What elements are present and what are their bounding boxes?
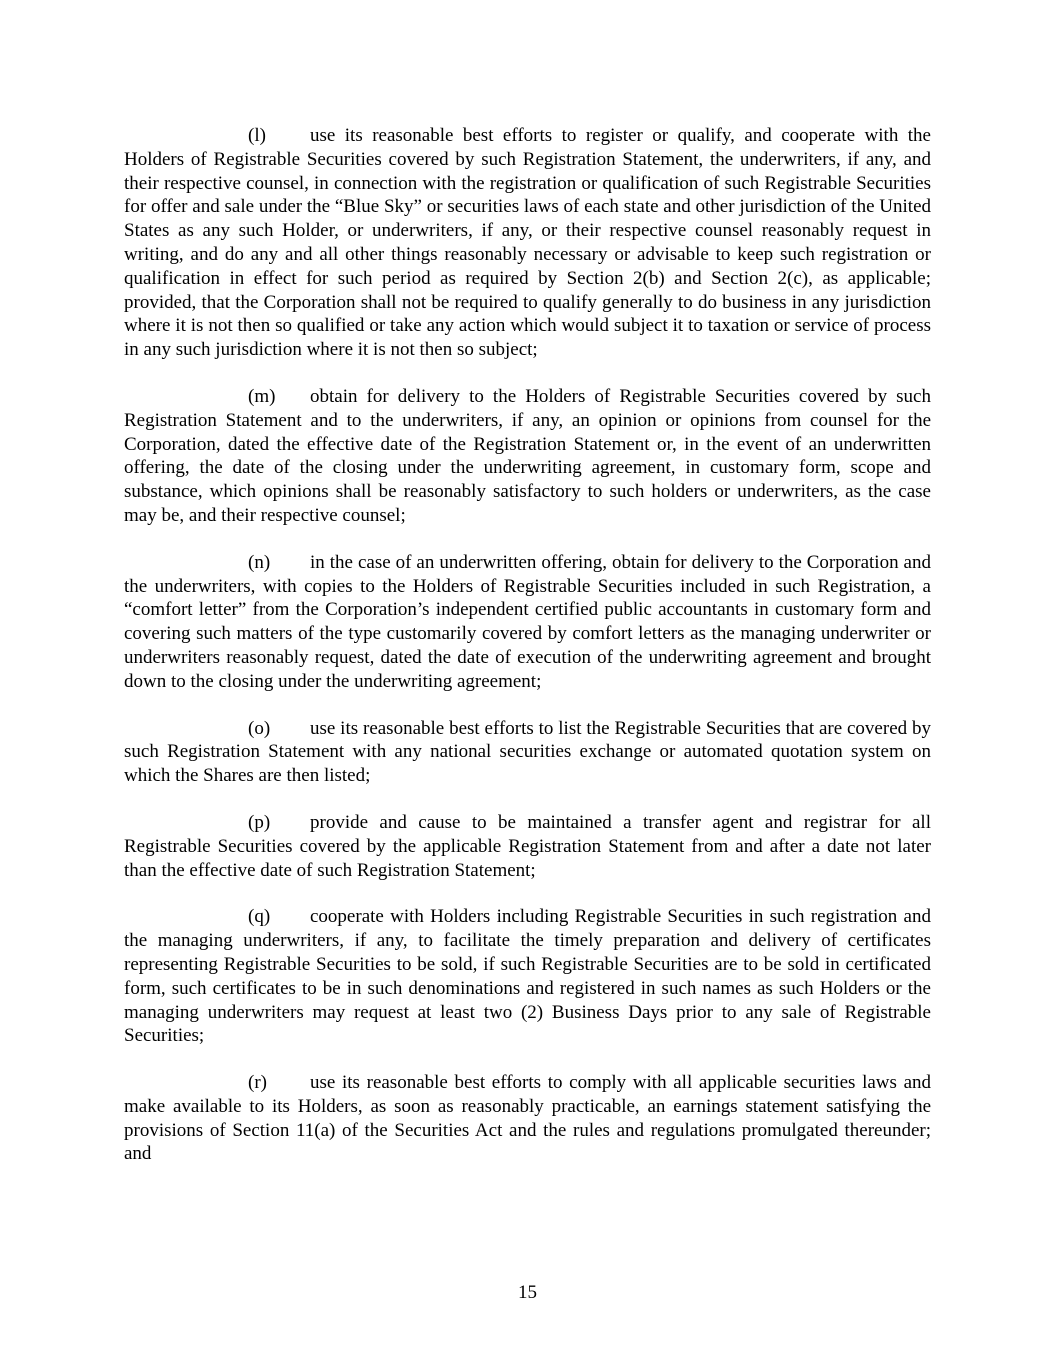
clause-text: in the case of an underwritten offering, obtain for delivery to the Corporation and the underwriters, with copies to the Holders of Registrable Securities included in such Registration, a “comfort letter” from the Corporation’s independent certified public accountants in customary form and covering such matters of the type customarily covered by comfort letters as the managing underwriter or underwriters reasonably request, dated the date of execution of the underwriting agreement and brought down to the closing under the underwriting agreement; [124, 551, 931, 692]
clause-text: use its reasonable best efforts to register or qualify, and cooperate with the Holders of Registrable Securities covered by such Registration Statement, the underwriters, if any, and their respective counsel, in connection with the registration or qualification of such Registrable Securities for offer and sale under the “Blue Sky” or securities laws of each state and other jurisdiction of the United States as any such Holder, or underwriters, if any, or their respective counsel reasonably request in writing, and do any and all other things reasonably necessary or advisable to keep such registration or qualification in effect for such period as required by Section 2(b) and Section 2(c), as applicable; provided, that the Corporation shall not be required to qualify generally to do business in any jurisdiction where it is not then so qualified or take any action which would subject it to taxation or service of process in any such jurisdiction where it is not then so subject; [124, 125, 931, 361]
clause-label: (l) [248, 125, 266, 146]
clause-p [124, 811, 931, 882]
clause-label: (n) [248, 551, 271, 573]
clause-label: (r) [248, 1072, 267, 1094]
clause-text: cooperate with Holders including Registrable Securities in such registration and the managing underwriters, if any, to facilitate the timely preparation and delivery of certificates representing Registrable Securities to be sold, if such Registrable Securities are to be sold in certificated form, such certificates to be in such denominations and registered in such names as such Holders or the managing underwriters may request at least two (2) Business Days prior to any sale of Registrable Securities; [124, 906, 931, 1047]
clause-r [124, 1071, 931, 1166]
clause-text: obtain for delivery to the Holders of Registrable Securities covered by such Registration Statement and to the underwriters, if any, an opinion or opinions from counsel for the Corporation, dated the effective date of the Registration Statement or, in the event of an underwritten offering, the date of the closing under the underwriting agreement, in customary form, scope and substance, which opinions shall be reasonably satisfactory to such holders or underwriters, as the case may be, and their respective counsel; [124, 385, 931, 526]
clause-l [124, 124, 931, 362]
clause-label: (q) [248, 906, 271, 928]
clause-text: use its reasonable best efforts to list the Registrable Securities that are covered by such Registration Statement with any national securities exchange or automated quotation system on which the Shares are then listed; [124, 717, 931, 787]
clause-text: provide and cause to be maintained a transfer agent and registrar for all Registrable Securities covered by the applicable Registration Statement from and after a date not later than the effective date of such Registration Statement; [124, 811, 931, 881]
clause-label: (m) [248, 385, 276, 407]
clause-label: (o) [248, 717, 271, 739]
clause-o [124, 717, 931, 788]
clause-text: use its reasonable best efforts to comply with all applicable securities laws and make available to its Holders, as soon as reasonably practicable, an earnings statement satisfying the provisions of Section 11(a) of the Securities Act and the rules and regulations promulgated thereunder; and [124, 1072, 931, 1165]
document-body [124, 124, 931, 1166]
clause-n [124, 551, 931, 694]
clause-q [124, 905, 931, 1048]
page-number: 15 [518, 1282, 537, 1303]
clause-m [124, 385, 931, 528]
clause-label: (p) [248, 811, 271, 833]
